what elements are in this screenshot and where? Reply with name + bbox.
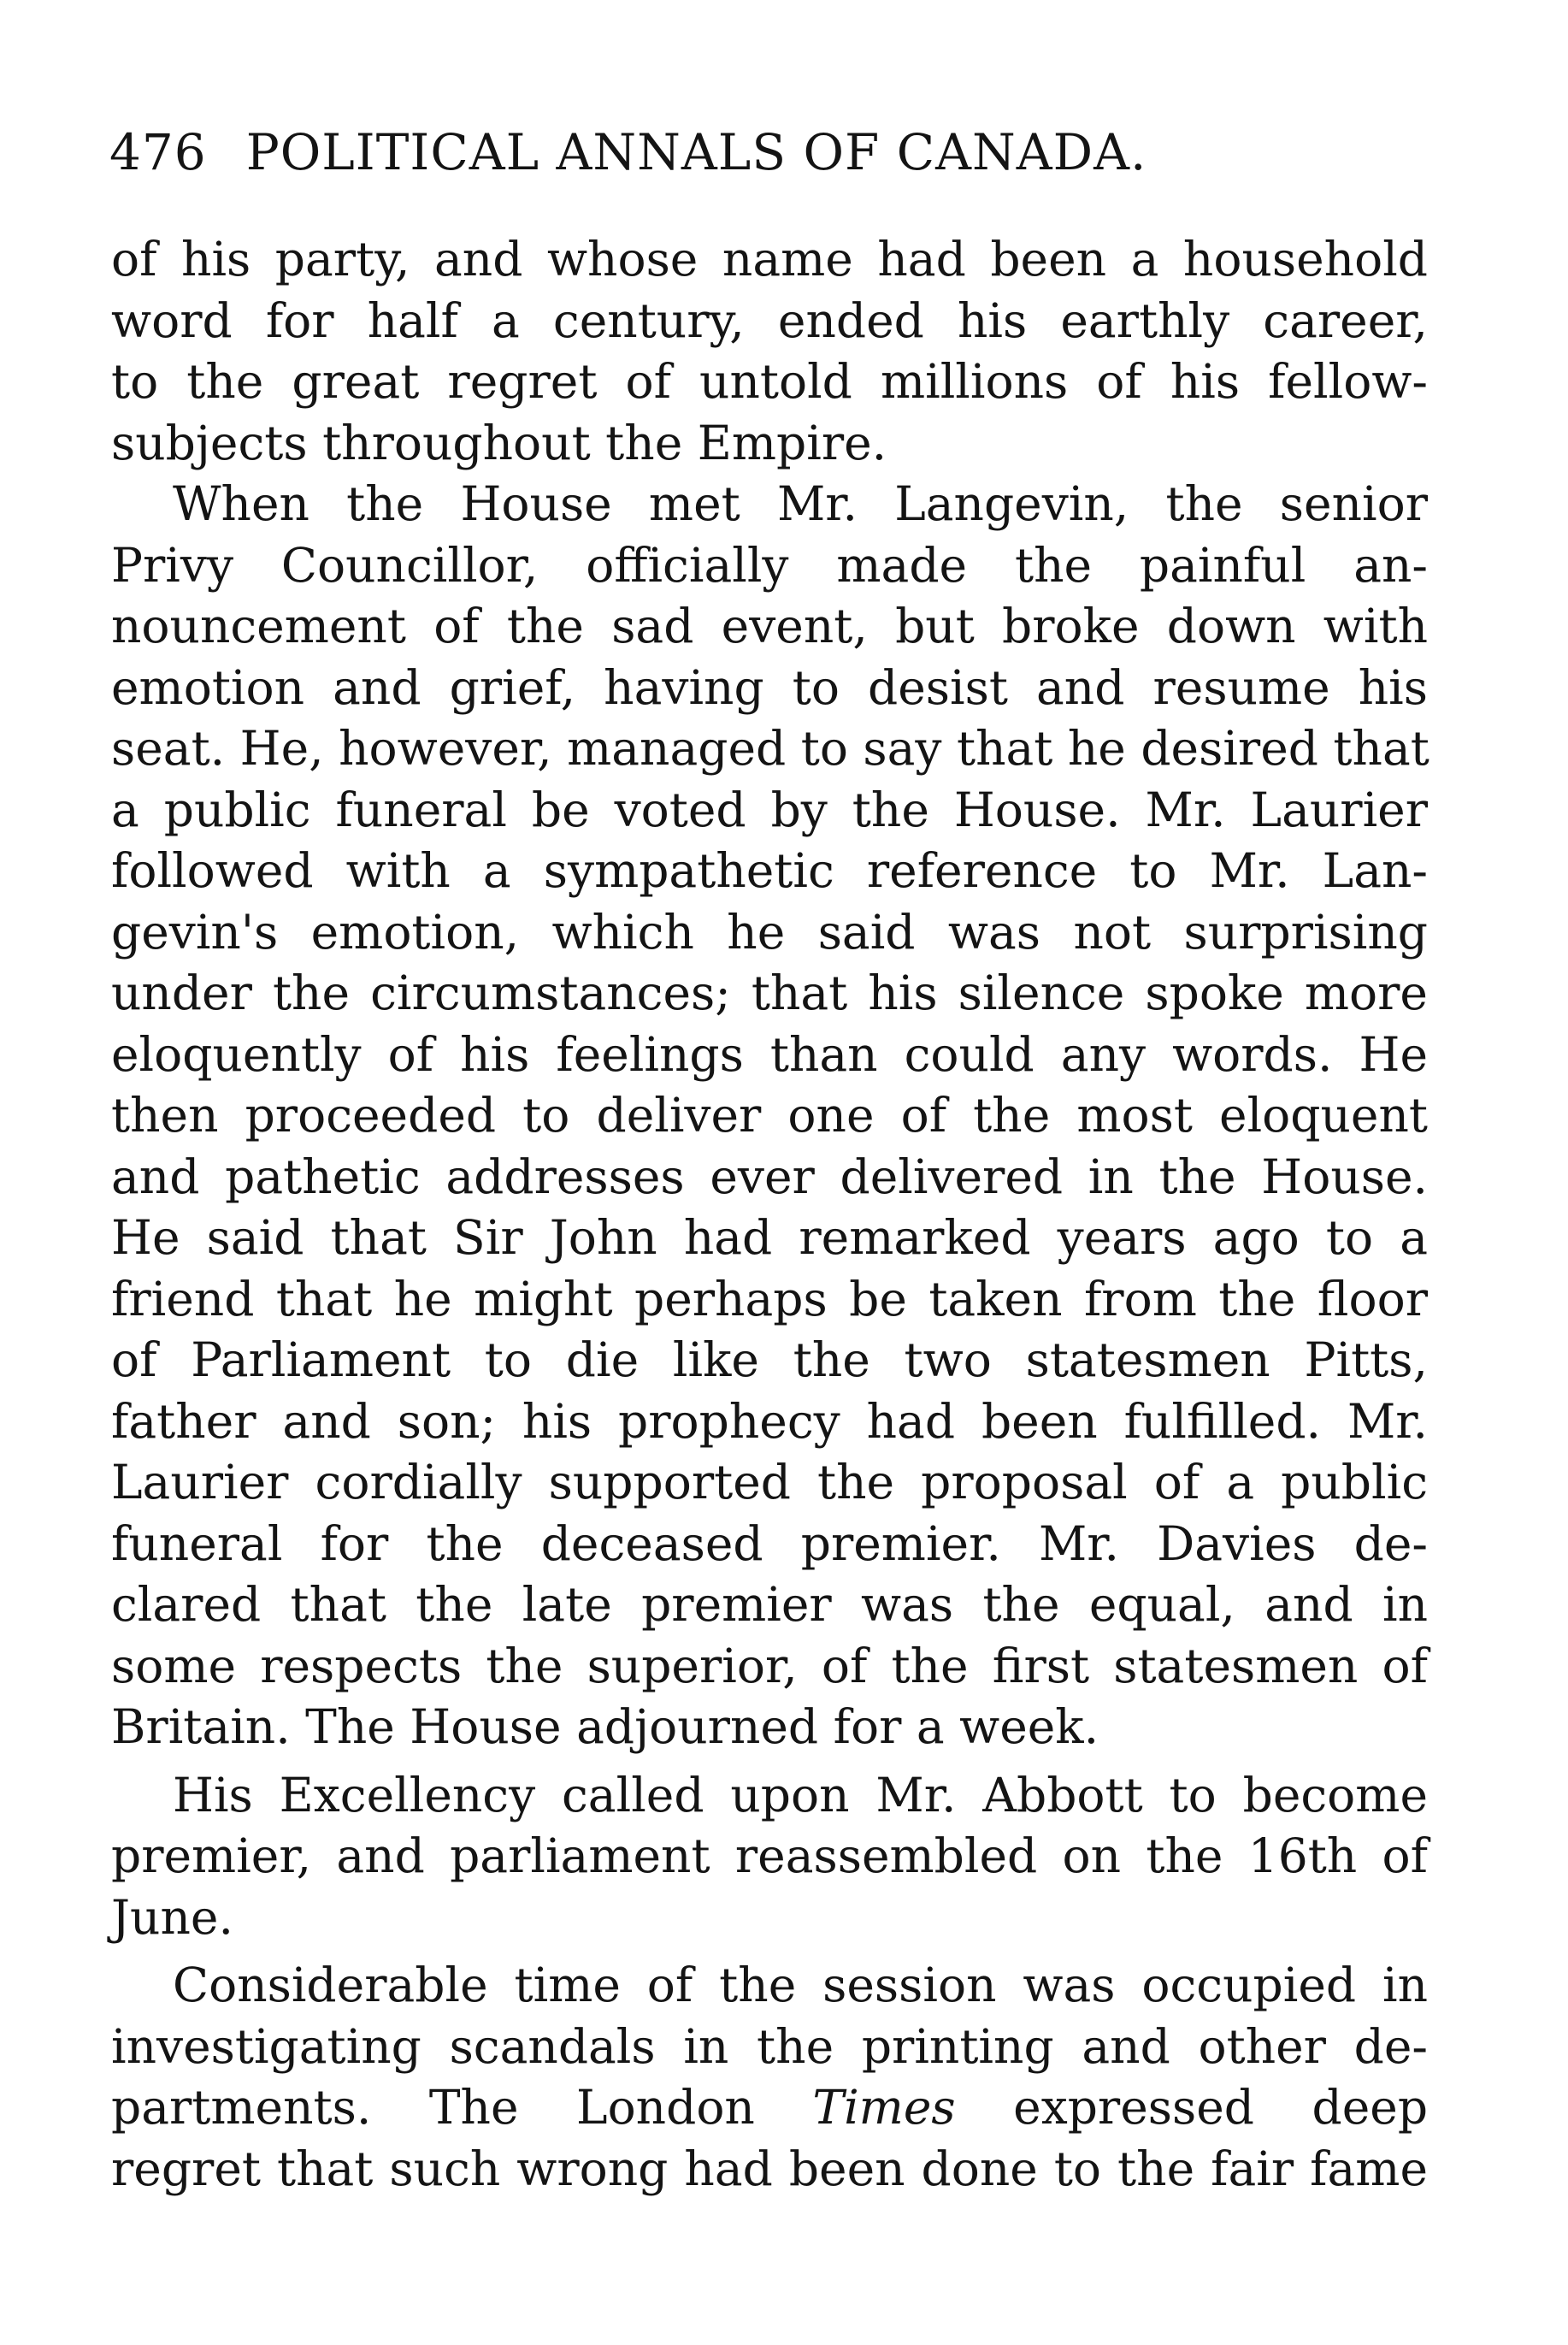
text-line: nouncement of the sad event, but broke down with	[111, 599, 1428, 653]
text-line: subjects throughout the Empire.	[111, 415, 887, 470]
text-line: Laurier cordially supported the proposal of a public	[111, 1455, 1428, 1509]
text-line: regret that such wrong had been done to the fair fame	[111, 2141, 1428, 2196]
text-line: Considerable time of the session was occupied in	[173, 1958, 1428, 2012]
text-line: gevin's emotion, which he said was not surprising	[111, 904, 1428, 960]
text-line: word for half a century, ended his earthly career,	[111, 292, 1428, 348]
running-head	[109, 118, 1443, 186]
text-line: seat. He, however, managed to say that he desired that	[111, 721, 1429, 776]
text-line: His Excellency called upon Mr. Abbott to become	[173, 1767, 1428, 1822]
text-line: funeral for the deceased premier. Mr. Davies de-	[111, 1515, 1428, 1571]
text-line: June.	[111, 1889, 233, 1945]
text-segment: expressed deep	[1013, 2080, 1429, 2135]
text-line: premier, and parliament reassembled on the 16th of	[111, 1828, 1428, 1883]
text-line: then proceeded to deliver one of the most eloquent	[111, 1088, 1428, 1143]
page-number: 476	[109, 123, 207, 181]
text-line: friend that he might perhaps be taken from the floor	[111, 1271, 1428, 1326]
text-line: to the great regret of untold millions of his fellow-	[111, 354, 1428, 409]
text-line: of Parliament to die like the two statesmen Pitts,	[111, 1332, 1428, 1387]
text-line: under the circumstances; that his silence spoke more	[111, 966, 1428, 1020]
text-line: some respects the superior, of the first statesmen of	[111, 1638, 1428, 1693]
text-line: of his party, and whose name had been a household	[111, 232, 1428, 286]
page-body	[111, 229, 1428, 2200]
text-line: When the House met Mr. Langevin, the senior	[173, 476, 1428, 531]
text-line: father and son; his prophecy had been fulfilled. Mr.	[111, 1393, 1428, 1449]
text-line: emotion and grief, having to desist and resume his	[111, 659, 1428, 715]
text-line: and pathetic addresses ever delivered in the House.	[111, 1149, 1428, 1204]
text-line: Privy Councillor, officially made the painful an-	[111, 537, 1428, 593]
text-line: Britain. The House adjourned for a week.	[111, 1699, 1099, 1754]
text-line: investigating scandals in the printing and other de-	[111, 2018, 1428, 2074]
text-line	[111, 2077, 1428, 2139]
text-line: clared that the late premier was the equal, and in	[111, 1577, 1428, 1632]
book-title: POLITICAL ANNALS OF CANADA.	[245, 123, 1147, 181]
text-line: eloquently of his feelings than could any words. He	[111, 1026, 1428, 1082]
text-segment: partments. The London	[111, 2080, 755, 2135]
text-line: He said that Sir John had remarked years ago to a	[111, 1210, 1428, 1265]
newspaper-title: Times	[812, 2080, 956, 2135]
text-line: a public funeral be voted by the House. Mr. Laurier	[111, 782, 1428, 837]
text-line: followed with a sympathetic reference to Mr. Lan-	[111, 843, 1428, 898]
